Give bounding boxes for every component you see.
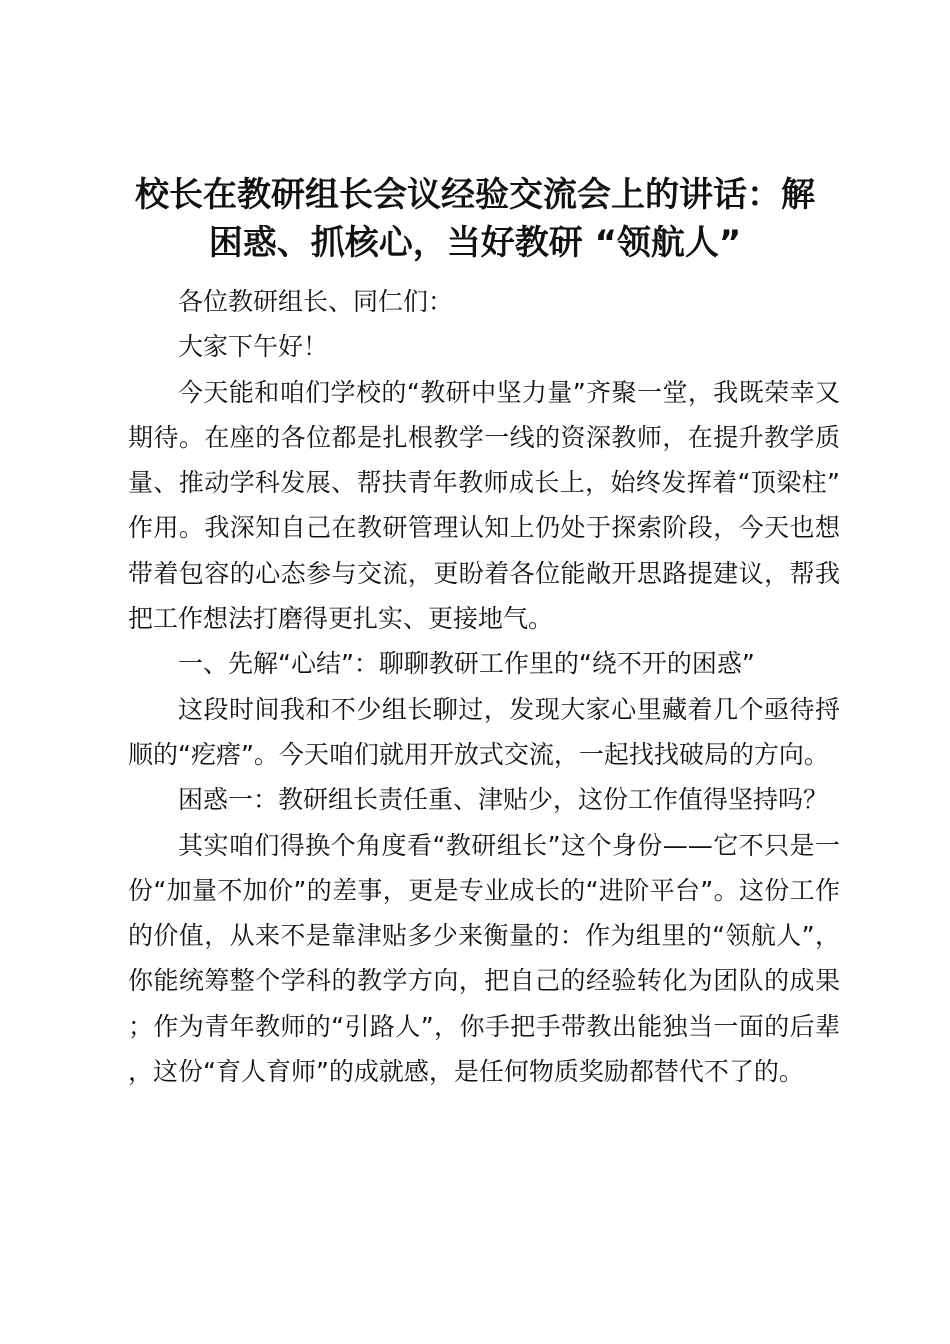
document-body (128, 279, 840, 1094)
intro-paragraph: 今天能和咱们学校的“教研中坚力量”齐聚一堂，我既荣幸又期待。在座的各位都是扎根教学一线的资深教师，在提升教学质量、推动学科发展、帮扶青年教师成长上，始终发挥着“顶梁柱”作用。我深知自己在教研管理认知上仍处于探索阶段，今天也想带着包容的心态参与交流，更盼着各位能敞开思路提建议，帮我把工作想法打磨得更扎实、更接地气。 (128, 377, 840, 634)
body-paragraph: 其实咱们得换个角度看“教研组长”这个身份——它不只是一份“加量不加价”的差事，更是专业成长的“进阶平台”。这份工作的价值，从来不是靠津贴多少来衡量的：作为组里的“领航人”，你能统筹整个学科的教学方向，把自己的经验转化为团队的成果；作为青年教师的“引路人”，你手把手带教出能独当一面的后辈，这份“育人育师”的成就感，是任何物质奖励都替代不了的。 (128, 830, 840, 1087)
title-line-2: 困惑、抓核心，当好教研 “领航人” (208, 223, 742, 263)
salutation: 各位教研组长、同仁们： (178, 287, 454, 316)
section-heading: 一、先解“心结”：聊聊教研工作里的“绕不开的困惑” (178, 649, 755, 679)
greeting: 大家下午好！ (178, 332, 329, 362)
question-heading: 困惑一：教研组长责任重、津贴少，这份工作值得坚持吗？ (178, 785, 829, 815)
document-title (105, 171, 845, 267)
title-line-1: 校长在教研组长会议经验交流会上的讲话：解 (135, 175, 815, 215)
body-paragraph: 这段时间我和不少组长聊过，发现大家心里藏着几个亟待捋顺的“疙瘩”。今天咱们就用开放式交流，一起找找破局的方向。 (128, 694, 840, 769)
